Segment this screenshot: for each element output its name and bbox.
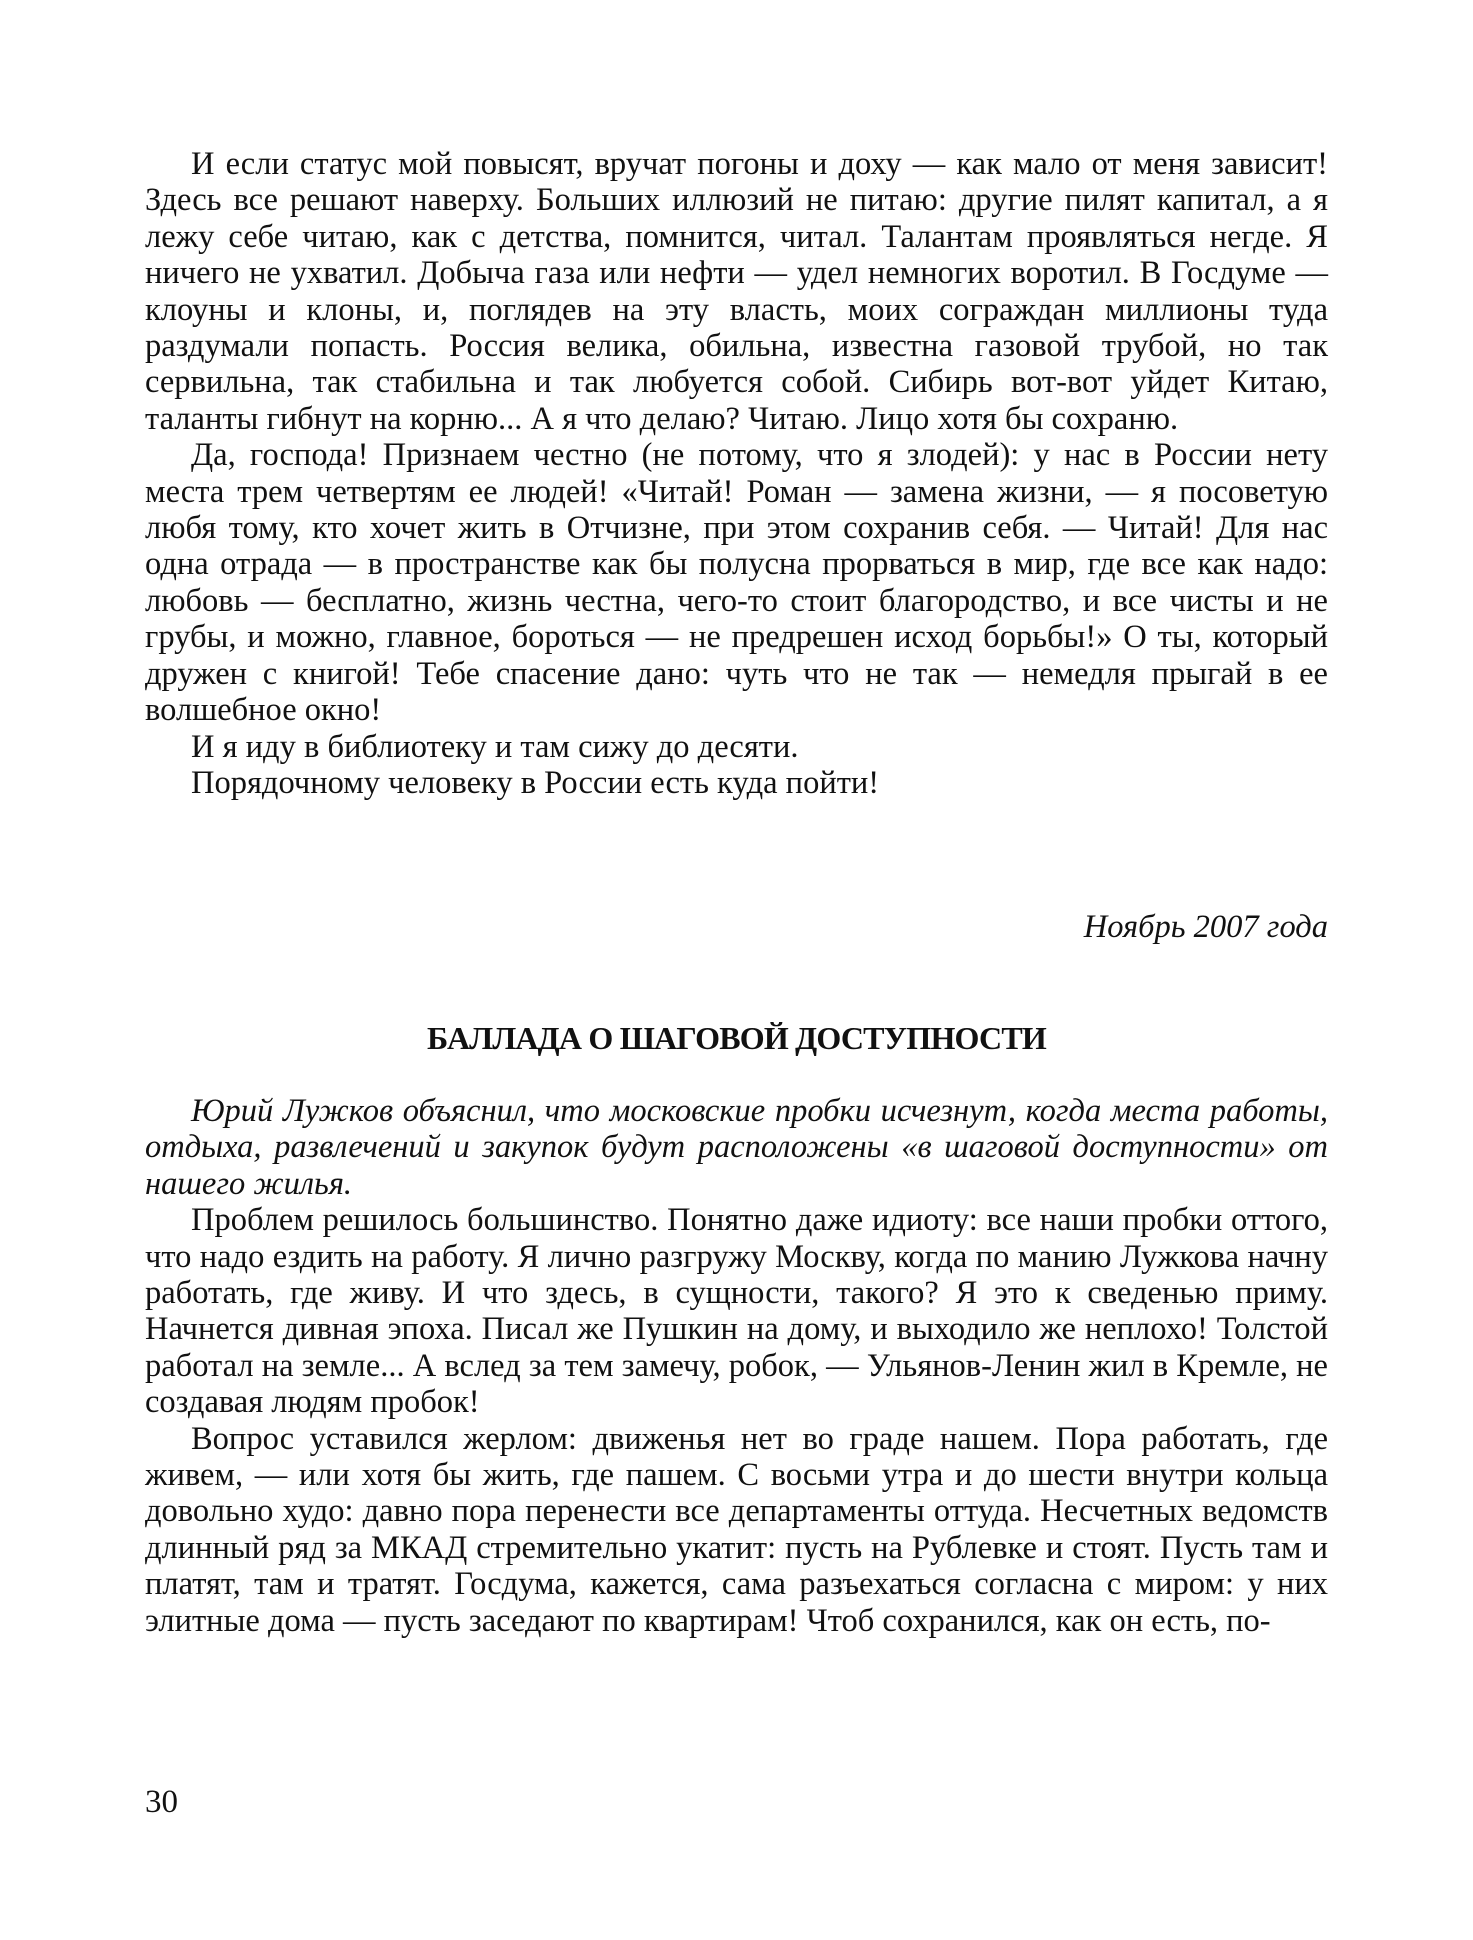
- ballad-epigraph: Юрий Лужков объяснил, что московские пробки исчезнут, когда места работы, отдыха, развлечений и закупок будут расположены «в шаговой доступности» от нашего жилья.: [145, 1093, 1328, 1202]
- poem-one-body: [145, 146, 1328, 801]
- poem-two-paragraph-2: Вопрос уставился жерлом: движенья нет во граде нашем. Пора работать, где живем, — или хотя бы жить, где пашем. С восьми утра и до шести внутри кольца довольно худо: давно пора перенести все департаменты оттуда. Несчетных ведомств длинный ряд за МКАД стремительно укатит: пусть на Рублевке и стоят. Пусть там и платят, там и тратят. Госдума, кажется, сама разъехаться согласна с миром: у них элитные дома — пусть заседают по квартирам! Чтоб сохранился, как он есть, по-: [145, 1420, 1328, 1639]
- poem-two-paragraph-1: Проблем решилось большинство. Понятно даже идиоту: все наши пробки оттого, что надо ездить на работу. Я лично разгружу Москву, когда по манию Лужкова начну работать, где живу. И что здесь, в сущности, такого? Я это к сведенью приму. Начнется дивная эпоха. Писал же Пушкин на дому, и выходило же неплохо! Толстой работал на земле... А вслед за тем замечу, робок, — Ульянов-Ленин жил в Кремле, не создавая людям пробок!: [145, 1202, 1328, 1421]
- poem-one-paragraph-4: Порядочному человеку в России есть куда пойти!: [191, 764, 880, 801]
- poem-one-paragraph-1: И если статус мой повысят, вручат погоны и доху — как мало от меня зависит! Здесь все решают наверху. Больших иллюзий не питаю: другие пилят капитал, а я лежу себе читаю, как с детства, помнится, читал. Талантам проявляться негде. Я ничего не ухватил. Добыча газа или нефти — удел немногих воротил. В Госдуме — клоуны и клоны, и, поглядев на эту власть, моих сограждан миллионы туда раздумали попасть. Россия велика, обильна, известна газовой трубой, но так сервильна, так стабильна и так любуется собой. Сибирь вот-вот уйдет Китаю, таланты гибнут на корню... А я что делаю? Читаю. Лицо хотя бы сохраню.: [145, 146, 1328, 437]
- page-number: 30: [145, 1784, 178, 1820]
- poem-one-paragraph-2: Да, господа! Признаем честно (не потому, что я злодей): у нас в России нету места трем четвертям ее людей! «Читай! Роман — замена жизни, — я посоветую любя тому, кто хочет жить в Отчизне, при этом сохранив себя. — Читай! Для нас одна отрада — в пространстве как бы полусна прорваться в мир, где все как надо: любовь — бесплатно, жизнь честна, чего-то стоит благородство, и все чисты и не грубы, и можно, главное, бороться — не предрешен исход борьбы!» О ты, который дружен с книгой! Тебе спасение дано: чуть что не так — немедля прыгай в ее волшебное окно!: [145, 437, 1328, 729]
- ballad-title: БАЛЛАДА О ШАГОВОЙ ДОСТУПНОСТИ: [427, 1020, 1046, 1056]
- poem-one-date-signature: Ноябрь 2007 года: [1083, 909, 1328, 945]
- poem-one-paragraph-3: И я иду в библиотеку и там сижу до десяти.: [191, 728, 799, 765]
- poem-two-body: [145, 1093, 1328, 1639]
